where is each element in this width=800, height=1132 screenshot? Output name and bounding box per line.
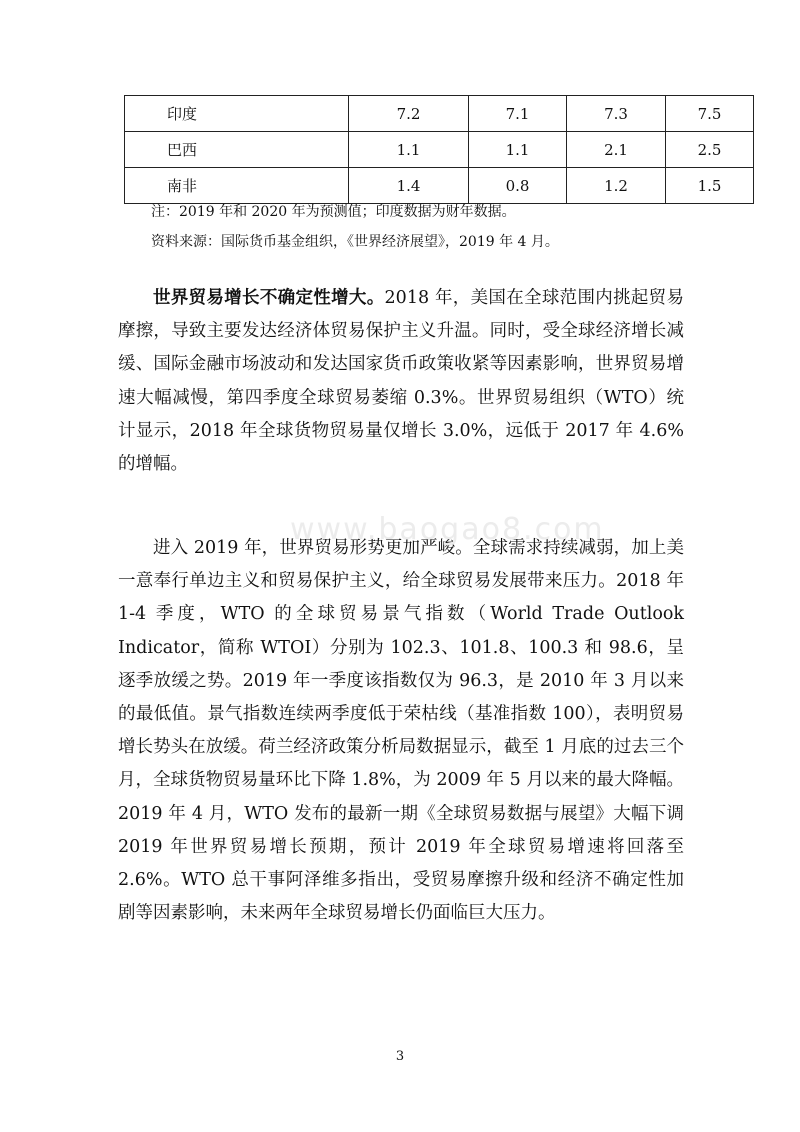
table-cell: 7.5	[666, 96, 754, 132]
table-cell: 1.5	[666, 168, 754, 204]
table-cell: 2.5	[666, 132, 754, 168]
page-number: 3	[395, 1049, 405, 1064]
table-cell: 0.8	[469, 168, 567, 204]
watermark: www.baogao8.com	[290, 512, 605, 547]
table-cell: 7.2	[349, 96, 469, 132]
table-cell: 1.1	[469, 132, 567, 168]
table-cell: 1.1	[349, 132, 469, 168]
table-note: 注：2019 年和 2020 年为预测值；印度数据为财年数据。	[151, 204, 516, 220]
table-row	[125, 168, 754, 204]
paragraph-body: 2018 年，美国在全球范围内挑起贸易摩擦，导致主要发达经济体贸易保护主义升温。同时，受全球经济增长减缓、国际金融市场波动和发达国家货币政策收紧等因素影响，世界贸易增速大幅减慢，第四季度全球贸易萎缩 0.3%。世界贸易组织（WTO）统计显示，2018 年全球货物贸易量仅增长 3.0%，远低于 2017 年 4.6%的增幅。	[118, 288, 684, 475]
data-table	[124, 95, 754, 204]
table-row	[125, 132, 754, 168]
table-cell: 1.2	[567, 168, 666, 204]
table-cell: 2.1	[567, 132, 666, 168]
table-cell: 巴西	[125, 132, 349, 168]
table-cell: 7.3	[567, 96, 666, 132]
table-source: 资料来源：国际货币基金组织，《世界经济展望》，2019 年 4 月。	[151, 234, 559, 250]
table-cell: 1.4	[349, 168, 469, 204]
paragraph-trade-outlook: 进入 2019 年，世界贸易形势更加严峻。全球需求持续减弱，加上美一意奉行单边主义和贸易保护主义，给全球贸易发展带来压力。2018 年 1-4 季度，WTO 的全球贸易景气指数（World Trade Outlook Indicator，简称 WTOI）分别为 102.3、101.8、100.3 和 98.6，呈逐季放缓之势。2019 年一季度该指数仅为 96.3，是 2010 年 3 月以来的最低值。景气指数连续两季度低于荣枯线（基准指数 100），表明贸易增长势头在放缓。荷兰经济政策分析局数据显示，截至 1 月底的过去三个月，全球货物贸易量环比下降 1.8%，为 2009 年 5 月以来的最大降幅。2019 年 4 月，WTO 发布的最新一期《全球贸易数据与展望》大幅下调 2019 年世界贸易增长预期，预计 2019 年全球贸易增速将回落至 2.6%。WTO 总干事阿泽维多指出，受贸易摩擦升级和经济不确定性加剧等因素影响，未来两年全球贸易增长仍面临巨大压力。	[118, 538, 684, 924]
table-cell: 南非	[125, 168, 349, 204]
table-cell: 7.1	[469, 96, 567, 132]
paragraph-lead: 世界贸易增长不确定性增大。	[153, 288, 385, 308]
table-row	[125, 96, 754, 132]
table-cell: 印度	[125, 96, 349, 132]
paragraph-trade-uncertainty	[118, 282, 684, 481]
